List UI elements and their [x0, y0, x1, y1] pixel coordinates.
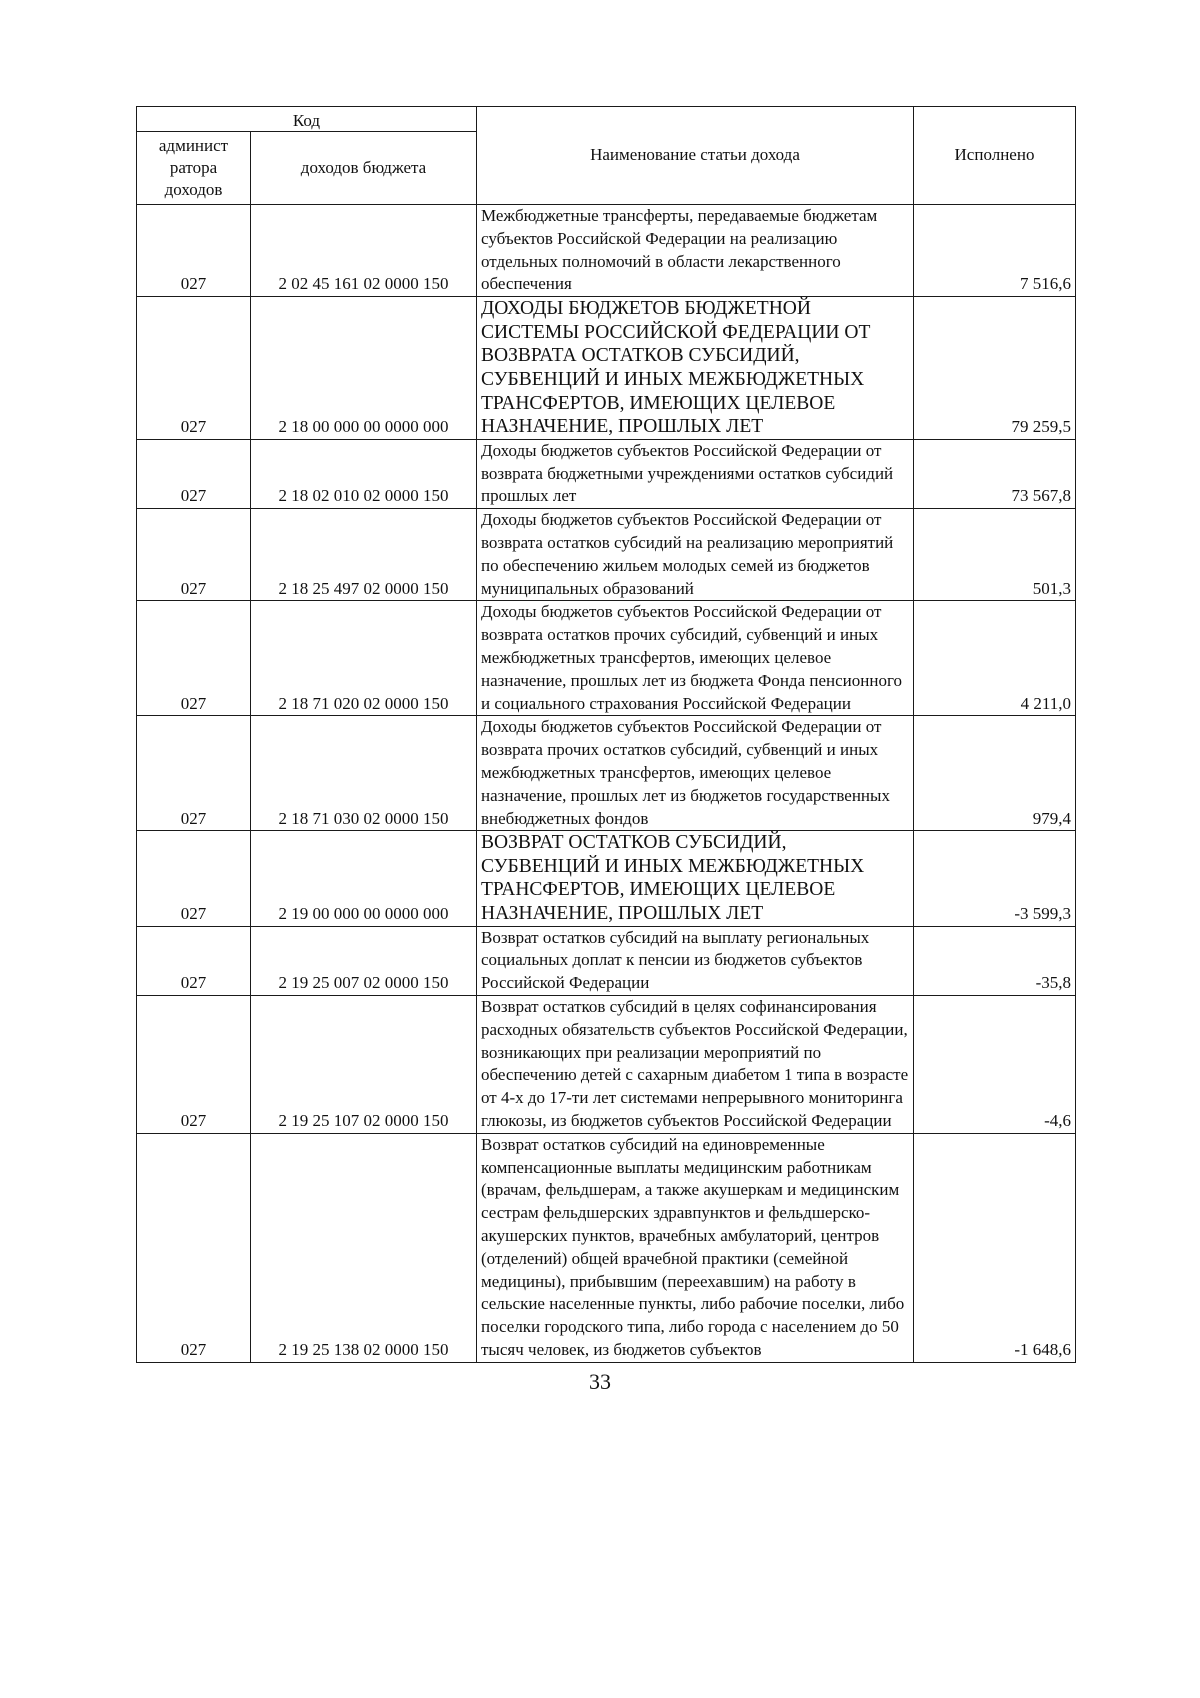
revenue-name-cell: Межбюджетные трансферты, передаваемые бюджетам субъектов Российской Федерации на реализацию отдельных полномочий в области лекарственного обеспечения — [477, 205, 914, 297]
page-number: 33 — [589, 1369, 611, 1394]
table-row — [137, 831, 1076, 926]
executed-amount-cell: 4 211,0 — [914, 601, 1076, 716]
revenue-code-cell: 2 18 00 000 00 0000 000 — [251, 297, 477, 440]
revenue-name-cell: Возврат остатков субсидий в целях софинансирования расходных обязательств субъектов Российской Федерации, возникающих при реализации мероприятий по обеспечению детей с сахарным диабетом 1 типа в возрасте от 4-х до 17-ти лет системами непрерывного мониторинга глюкозы, из бюджетов субъектов Российской Федерации — [477, 996, 914, 1134]
revenue-table — [136, 106, 1076, 1363]
revenue-name-cell: Возврат остатков субсидий на единовременные компенсационные выплаты медицинским работникам (врачам, фельдшерам, а также акушеркам и медицинским сестрам фельдшерских здравпунктов и фельдшерско-акушерских пунктов, врачебных амбулаторий, центров (отделений) общей врачебной практики (семейной медицины), прибывшим (переехавшим) на работу в сельские населенные пункты, либо рабочие поселки, либо поселки городского типа, либо города с населением до 50 тысяч человек, из бюджетов субъектов — [477, 1133, 914, 1362]
admin-code-cell: 027 — [137, 996, 251, 1134]
header-kod: Код — [137, 107, 477, 132]
revenue-name-cell: Доходы бюджетов субъектов Российской Федерации от возврата прочих остатков субсидий, субвенций и иных межбюджетных трансфертов, имеющих целевое назначение, прошлых лет из бюджетов государственных внебюджетных фондов — [477, 716, 914, 831]
header-executed: Исполнено — [914, 107, 1076, 205]
executed-amount-cell: -4,6 — [914, 996, 1076, 1134]
revenue-code-cell: 2 19 00 000 00 0000 000 — [251, 831, 477, 926]
executed-amount-cell: 73 567,8 — [914, 439, 1076, 508]
revenue-code-cell: 2 18 25 497 02 0000 150 — [251, 509, 477, 601]
revenue-name-cell: Доходы бюджетов субъектов Российской Федерации от возврата остатков субсидий на реализацию мероприятий по обеспечению жильем молодых семей из бюджетов муниципальных образований — [477, 509, 914, 601]
table-row — [137, 509, 1076, 601]
table-row — [137, 205, 1076, 297]
admin-code-cell: 027 — [137, 1133, 251, 1362]
executed-amount-cell: -35,8 — [914, 926, 1076, 995]
table-row — [137, 716, 1076, 831]
revenue-code-cell: 2 19 25 107 02 0000 150 — [251, 996, 477, 1134]
table-row — [137, 601, 1076, 716]
revenue-code-cell: 2 18 71 020 02 0000 150 — [251, 601, 477, 716]
executed-amount-cell: -1 648,6 — [914, 1133, 1076, 1362]
header-admin: админист ратора доходов — [137, 132, 251, 205]
admin-code-cell: 027 — [137, 439, 251, 508]
admin-code-cell: 027 — [137, 297, 251, 440]
admin-code-cell: 027 — [137, 926, 251, 995]
admin-code-cell: 027 — [137, 601, 251, 716]
admin-code-cell: 027 — [137, 509, 251, 601]
admin-code-cell: 027 — [137, 831, 251, 926]
table-row — [137, 996, 1076, 1134]
table-row — [137, 1133, 1076, 1362]
executed-amount-cell: -3 599,3 — [914, 831, 1076, 926]
header-row-1 — [137, 107, 1076, 132]
executed-amount-cell: 979,4 — [914, 716, 1076, 831]
executed-amount-cell: 501,3 — [914, 509, 1076, 601]
revenue-code-cell: 2 02 45 161 02 0000 150 — [251, 205, 477, 297]
revenue-name-cell: ВОЗВРАТ ОСТАТКОВ СУБСИДИЙ, СУБВЕНЦИЙ И ИНЫХ МЕЖБЮДЖЕТНЫХ ТРАНСФЕРТОВ, ИМЕЮЩИХ ЦЕЛЕВОЕ НАЗНАЧЕНИЕ, ПРОШЛЫХ ЛЕТ — [477, 831, 914, 926]
header-code: доходов бюджета — [251, 132, 477, 205]
revenue-code-cell: 2 18 02 010 02 0000 150 — [251, 439, 477, 508]
executed-amount-cell: 7 516,6 — [914, 205, 1076, 297]
admin-code-cell: 027 — [137, 205, 251, 297]
table-row — [137, 297, 1076, 440]
revenue-code-cell: 2 19 25 007 02 0000 150 — [251, 926, 477, 995]
header-name: Наименование статьи дохода — [477, 107, 914, 205]
revenue-name-cell: Возврат остатков субсидий на выплату региональных социальных доплат к пенсии из бюджетов субъектов Российской Федерации — [477, 926, 914, 995]
revenue-name-cell: ДОХОДЫ БЮДЖЕТОВ БЮДЖЕТНОЙ СИСТЕМЫ РОССИЙСКОЙ ФЕДЕРАЦИИ ОТ ВОЗВРАТА ОСТАТКОВ СУБСИДИЙ, СУБВЕНЦИЙ И ИНЫХ МЕЖБЮДЖЕТНЫХ ТРАНСФЕРТОВ, ИМЕЮЩИХ ЦЕЛЕВОЕ НАЗНАЧЕНИЕ, ПРОШЛЫХ ЛЕТ — [477, 297, 914, 440]
revenue-code-cell: 2 18 71 030 02 0000 150 — [251, 716, 477, 831]
table-row — [137, 439, 1076, 508]
revenue-name-cell: Доходы бюджетов субъектов Российской Федерации от возврата бюджетными учреждениями остатков субсидий прошлых лет — [477, 439, 914, 508]
executed-amount-cell: 79 259,5 — [914, 297, 1076, 440]
admin-code-cell: 027 — [137, 716, 251, 831]
table-row — [137, 926, 1076, 995]
revenue-name-cell: Доходы бюджетов субъектов Российской Федерации от возврата остатков прочих субсидий, субвенций и иных межбюджетных трансфертов, имеющих целевое назначение, прошлых лет из бюджета Фонда пенсионного и социального страхования Российской Федерации — [477, 601, 914, 716]
revenue-code-cell: 2 19 25 138 02 0000 150 — [251, 1133, 477, 1362]
